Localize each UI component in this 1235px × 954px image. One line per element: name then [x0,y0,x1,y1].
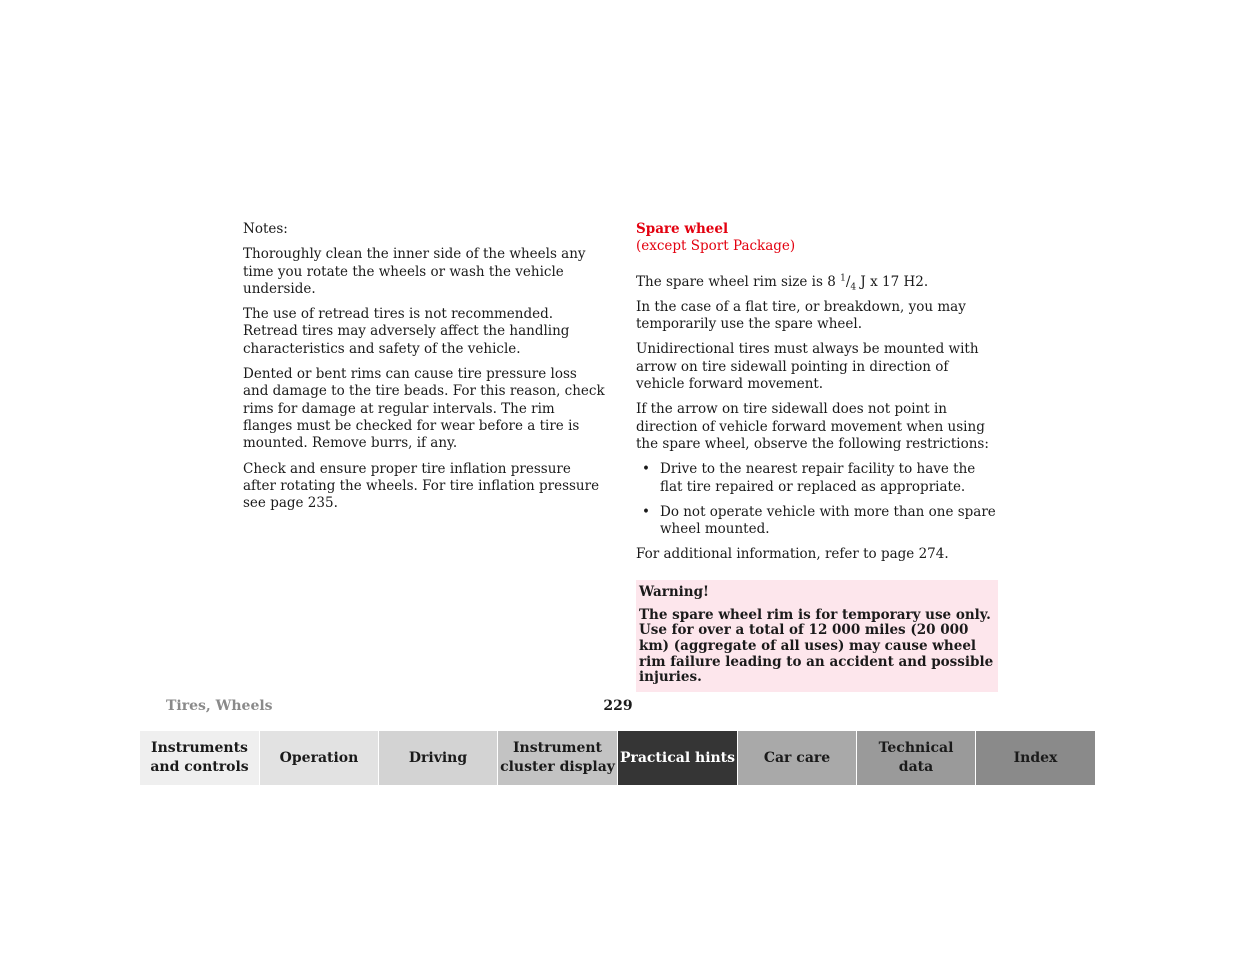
tab-label: Instrument cluster display [500,740,615,775]
note-paragraph: Thoroughly clean the inner side of the wheels any time you rotate the wheels or wash the vehicle underside. [243,246,586,297]
section-title: Spare wheel [636,221,729,237]
notes-label: Notes: [243,221,288,237]
page-number: 229 [603,698,633,714]
note-paragraph: Check and ensure proper tire inflation pressure after rotating the wheels. For tire inflation pressure see page 235. [243,460,600,512]
list-item-text: Drive to the nearest repair facility to have the flat tire repaired or replaced as appropriate. [660,461,976,495]
list-item-text: Do not operate vehicle with more than one spare wheel mounted. [660,503,996,538]
list-item [636,461,998,496]
tab-label: Car care [763,749,831,766]
left-column [243,221,605,520]
tab-car-care[interactable] [738,731,857,785]
rim-size-suffix: J x 17 H2. [856,273,929,290]
body-paragraph: In the case of a flat tire, or breakdown, you may temporarily use the spare wheel. [636,298,966,333]
tab-instruments-and-controls[interactable] [140,731,260,785]
tab-technical-data[interactable] [857,731,976,785]
bullet-icon: • [642,503,650,520]
section-subtitle: (except Sport Package) [636,238,796,255]
tab-index[interactable] [976,731,1095,785]
warning-title: Warning! [639,583,709,600]
tab-label: Driving [408,749,468,766]
footer-section-title: Tires, Wheels [166,698,273,714]
body-paragraph: Unidirectional tires must always be mounted with arrow on tire sidewall pointing in direction of vehicle forward movement. [636,341,979,393]
warning-box [636,580,998,692]
note-paragraph: The use of retread tires is not recommended. Retread tires may adversely affect the handling characteristics and safety of the vehicle. [243,306,570,357]
fraction-numerator: 1 [840,273,846,284]
rim-size-text [636,274,998,291]
tab-label: Instruments and controls [150,740,249,775]
tab-label: Operation [279,749,359,766]
fraction-slash: / [845,273,851,290]
tab-label: Index [1013,749,1058,766]
tab-label: Technical data [878,740,954,775]
tab-practical-hints[interactable] [618,731,738,785]
list-item [636,504,998,539]
closing-paragraph: For additional information, refer to page 274. [636,546,949,563]
tab-instrument-cluster-display[interactable] [498,731,618,785]
chapter-tab-bar [140,731,1095,785]
note-paragraph: Dented or bent rims can cause tire pressure loss and damage to the tire beads. For this reason, check rims for damage at regular intervals. The rim flanges must be checked for wear before a tire is mounted. Remove burrs, if any. [243,366,605,452]
right-column [636,221,998,692]
body-paragraph: If the arrow on tire sidewall does not point in direction of vehicle forward movement when using the spare wheel, observe the following restrictions: [636,401,989,452]
tab-label: Practical hints [619,749,736,766]
section-heading [636,221,998,256]
fraction-denominator: 4 [850,282,857,293]
tab-operation[interactable] [260,731,379,785]
warning-text: The spare wheel rim is for temporary use only. Use for over a total of 12 000 miles (20 000 km) (aggregate of all uses) may cause wheel rim failure leading to an accident and possible injuries. [639,606,994,686]
tab-driving[interactable] [379,731,498,785]
bullet-icon: • [642,461,650,478]
restrictions-list [636,461,998,538]
rim-size-prefix: The spare wheel rim size is 8 [636,273,841,290]
